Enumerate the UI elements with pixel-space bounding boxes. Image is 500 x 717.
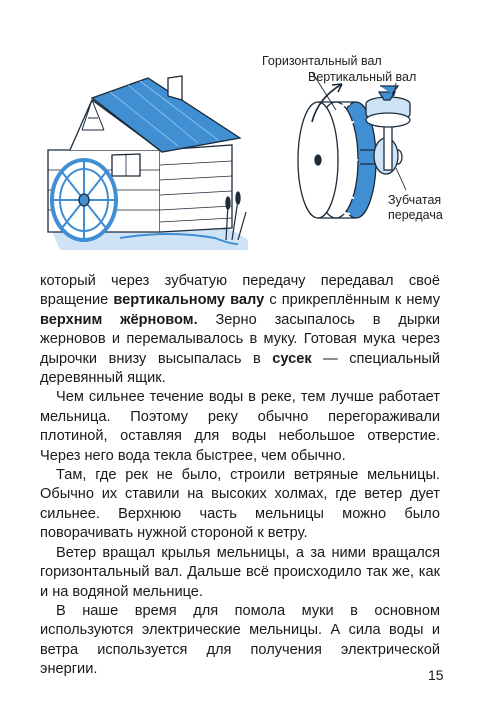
paragraph-3: Там, где рек не было, строили ветряные мельницы. Обычно их ставили на высоких холмах, где ветер дует сильнее. Верхнюю часть мельницы можно было поворачивать нужной стороной к ветру. [40, 467, 440, 542]
p1-text-c: с прикреплённым к нему [264, 292, 440, 309]
paragraph-4: Ветер вращал крылья мельницы, а за ними вращался горизонтальный вал. Дальше всё происходило так же, как и на водяной мельнице. [40, 544, 440, 600]
label-gear-line1: Зубчатая [388, 193, 442, 207]
watermill-drawing [48, 76, 248, 250]
label-vertical-shaft: Вертикальный вал [308, 70, 417, 84]
term-vertical-shaft: вертикальному валу [113, 292, 265, 309]
paragraph-5: В наше время для помола муки в основном используются электрические мельницы. А сила воды и ветра используется для получения электрической энергии. [40, 602, 440, 678]
watermill-illustration [0, 0, 500, 265]
paragraph-2: Чем сильнее течение воды в реке, тем лучше работает мельница. Поэтому реку обычно перегораживали плотиной, оставляя для воды небольшое отверстие. Через него вода текла быстрее, чем обычно. [40, 389, 440, 464]
label-gear-line2: передача [388, 208, 443, 222]
paragraph-1 [40, 272, 440, 388]
body-text [40, 272, 440, 680]
term-upper-millstone: верхним жёрновом. [40, 311, 198, 328]
p1-text-a: который через зубчатую передачу передавал своё вращение [40, 273, 440, 309]
label-horizontal-shaft: Горизонтальный вал [262, 54, 382, 68]
page-number: 15 [428, 667, 444, 683]
term-susek: сусек [272, 350, 312, 367]
p1-text-d: Зерно засыпалось в дырки жерновов и перемалывалось в муку. Готовая мука через дырочки внизу высыпалась в [40, 311, 441, 367]
p1-text-e: — специальный деревянный ящик. [40, 350, 440, 387]
